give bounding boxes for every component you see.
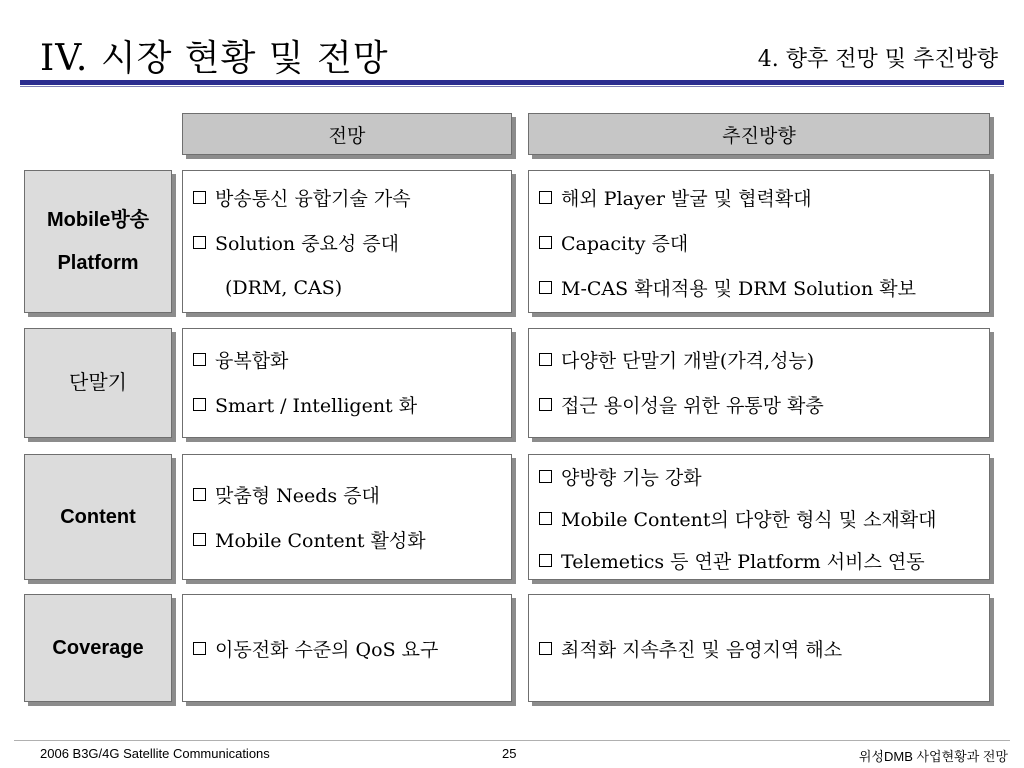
list-item: Capacity 증대 (539, 220, 989, 265)
page-number: 25 (502, 746, 517, 761)
checkbox-bullet-icon (193, 191, 206, 204)
list-item: 방송통신 융합기술 가속 (193, 175, 511, 220)
title-rule-thin (20, 86, 1004, 87)
list-item: Smart / Intelligent 화 (193, 382, 511, 427)
direction-cell-device (528, 328, 990, 438)
row-label-content (24, 454, 172, 580)
row-label-line1: 단말기 (69, 371, 127, 394)
outlook-cell-coverage (182, 594, 512, 702)
checkbox-bullet-icon (539, 236, 552, 249)
footer-right-text: 위성DMB 사업현황과 전망 (858, 749, 1008, 764)
list-item: 최적화 지속추진 및 음영지역 해소 (539, 626, 989, 671)
checkbox-bullet-icon (539, 353, 552, 366)
direction-cell-coverage (528, 594, 990, 702)
footer-left-text: 2006 B3G/4G Satellite Communications (40, 746, 270, 761)
section-subtitle: 4. 향후 전망 및 추진방향 (757, 47, 998, 72)
list-item: Mobile Content의 다양한 형식 및 소재확대 (539, 497, 989, 539)
header-direction: 추진방향 (528, 113, 990, 155)
list-item: 양방향 기능 강화 (539, 455, 989, 497)
checkbox-bullet-icon (193, 398, 206, 411)
checkbox-bullet-icon (539, 191, 552, 204)
list-item: 다양한 단말기 개발(가격,성능) (539, 337, 989, 382)
checkbox-bullet-icon (193, 488, 206, 501)
checkbox-bullet-icon (539, 398, 552, 411)
checkbox-bullet-icon (539, 554, 552, 567)
row-label-mobile-platform (24, 170, 172, 313)
checkbox-bullet-icon (539, 470, 552, 483)
list-item: M-CAS 확대적용 및 DRM Solution 확보 (539, 265, 989, 310)
checkbox-bullet-icon (539, 512, 552, 525)
outlook-cell-mobile-platform (182, 170, 512, 313)
row-label-coverage (24, 594, 172, 702)
title-rule (20, 80, 1004, 85)
list-item: 이동전화 수준의 QoS 요구 (193, 626, 511, 671)
row-label-device (24, 328, 172, 438)
list-item: Telemetics 등 연관 Platform 서비스 연동 (539, 539, 989, 580)
row-label-line2: Platform (57, 251, 139, 274)
direction-cell-content (528, 454, 990, 580)
outlook-cell-content (182, 454, 512, 580)
footer-rule (14, 740, 1010, 741)
checkbox-bullet-icon (193, 236, 206, 249)
checkbox-bullet-icon (193, 353, 206, 366)
list-item-note: (DRM, CAS) (225, 276, 343, 299)
page-title: IV. 시장 현황 및 전망 (40, 38, 389, 79)
row-label-line1: Coverage (52, 636, 144, 659)
checkbox-bullet-icon (193, 642, 206, 655)
list-item: 해외 Player 발굴 및 협력확대 (539, 175, 989, 220)
row-label-line1: Mobile방송 (47, 208, 149, 231)
list-item: Solution 중요성 증대 (193, 220, 511, 265)
list-item: Mobile Content 활성화 (193, 517, 511, 562)
header-outlook: 전망 (182, 113, 512, 155)
checkbox-bullet-icon (193, 533, 206, 546)
list-item: 접근 용이성을 위한 유통망 확충 (539, 382, 989, 427)
row-label-line1: Content (60, 505, 136, 528)
checkbox-bullet-icon (539, 642, 552, 655)
list-item: 맞춤형 Needs 증대 (193, 472, 511, 517)
outlook-cell-device (182, 328, 512, 438)
direction-cell-mobile-platform (528, 170, 990, 313)
checkbox-bullet-icon (539, 281, 552, 294)
list-item: 융복합화 (193, 337, 511, 382)
